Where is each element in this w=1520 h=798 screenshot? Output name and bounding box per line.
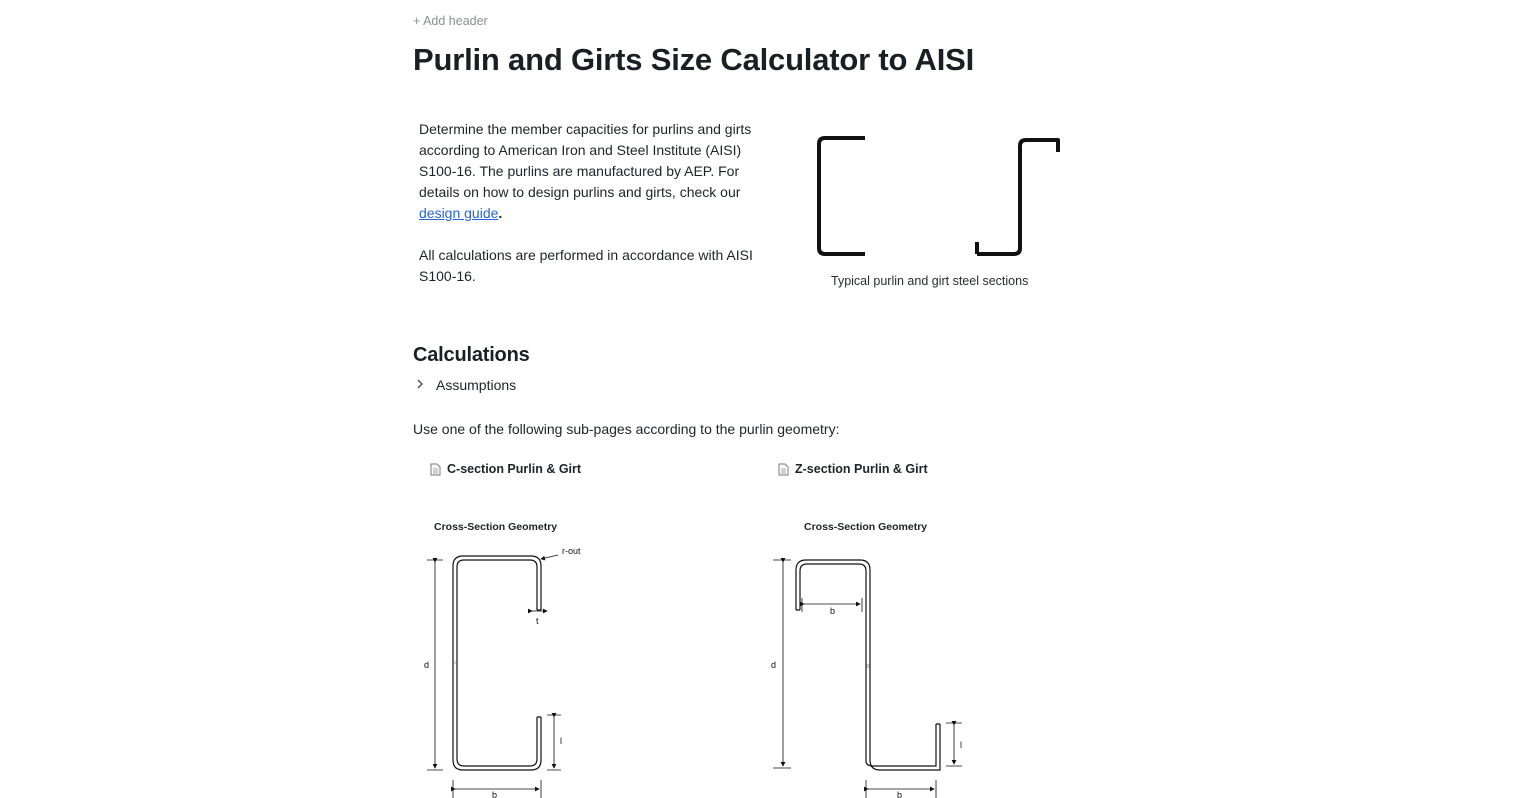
subpage-link-z-section[interactable] [778, 460, 928, 478]
page-icon [430, 463, 441, 476]
page-title: Purlin and Girts Size Calculator to AISI [413, 42, 975, 77]
label-l: l [960, 740, 962, 750]
intro-text [419, 119, 769, 308]
z-section-diagram-title: Cross-Section Geometry [804, 521, 928, 533]
page-icon [778, 463, 789, 476]
assumptions-toggle[interactable] [413, 375, 516, 395]
subpage-link-c-section[interactable] [430, 460, 581, 478]
label-b-top: b [830, 606, 836, 616]
typical-sections-image [805, 128, 1075, 264]
label-b-bottom: b [897, 790, 903, 798]
subpage-instruction: Use one of the following sub-pages according to the purlin geometry: [413, 421, 840, 437]
chevron-right-icon[interactable] [413, 378, 436, 392]
label-r-out: r-out [562, 546, 581, 556]
assumptions-label: Assumptions [436, 377, 517, 393]
c-section-diagram [415, 540, 605, 798]
z-section-diagram [765, 540, 975, 798]
label-d: d [424, 660, 430, 670]
c-section-diagram-title: Cross-Section Geometry [434, 521, 558, 533]
figure-caption: Typical purlin and girt steel sections [831, 274, 1029, 288]
intro-paragraph-1-end: . [498, 205, 503, 221]
c-section-shape [819, 138, 865, 254]
subpage-label-c-section: C-section Purlin & Girt [447, 462, 582, 476]
intro-paragraph-1 [419, 119, 769, 224]
subpage-label-z-section: Z-section Purlin & Girt [795, 462, 928, 476]
z-section-shape [977, 140, 1058, 254]
label-b: b [492, 790, 498, 798]
intro-paragraph-1-text: Determine the member capacities for purlins and girts according to American Iron and Steel Institute (AISI) S100-16. The purlins are manufactured by AEP. For details on how to design purlins and girts, check our [419, 121, 752, 200]
design-guide-link[interactable]: design guide [419, 205, 499, 221]
add-header-button[interactable]: + Add header [413, 14, 488, 28]
label-t: t [536, 616, 539, 626]
intro-paragraph-2: All calculations are performed in accordance with AISI S100-16. [419, 247, 753, 284]
label-l: l [560, 736, 562, 746]
label-d: d [771, 660, 777, 670]
calculations-heading: Calculations [413, 344, 530, 366]
